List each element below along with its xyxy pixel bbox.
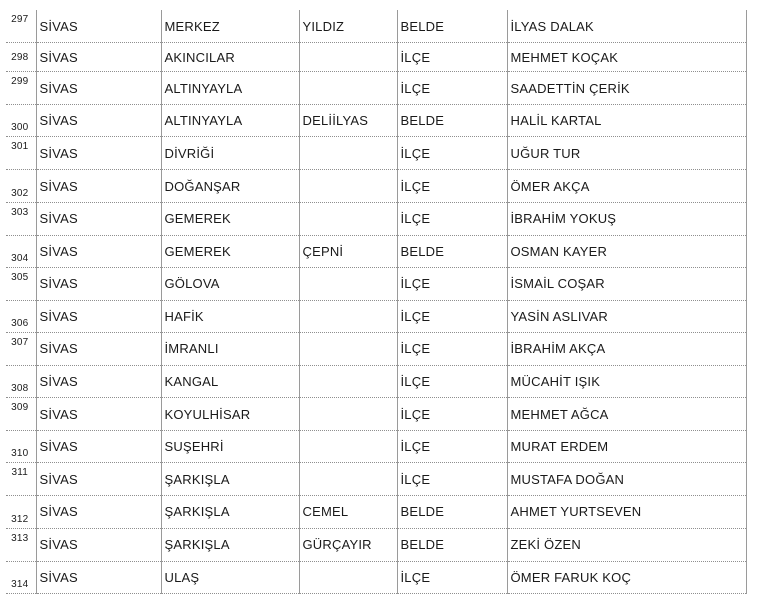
cell-name[interactable]: UĞUR TUR [507, 137, 746, 170]
cell-district[interactable]: KOYULHİSAR [161, 398, 299, 431]
cell-province[interactable]: SİVAS [36, 137, 161, 170]
cell-province[interactable]: SİVAS [36, 170, 161, 202]
table-row [6, 43, 746, 72]
table-row [6, 235, 746, 267]
row-number: 305 [6, 267, 36, 300]
cell-district[interactable]: ALTINYAYLA [161, 105, 299, 137]
cell-town[interactable]: YILDIZ [299, 10, 397, 43]
cell-name[interactable]: MÜCAHİT IŞIK [507, 366, 746, 398]
cell-town[interactable] [299, 366, 397, 398]
cell-type[interactable]: İLÇE [397, 561, 507, 593]
cell-town[interactable] [299, 561, 397, 593]
cell-province[interactable]: SİVAS [36, 431, 161, 463]
cell-name[interactable]: İSMAİL COŞAR [507, 267, 746, 300]
cell-province[interactable]: SİVAS [36, 463, 161, 496]
cell-district[interactable]: ULAŞ [161, 561, 299, 593]
cell-province[interactable]: SİVAS [36, 202, 161, 235]
cell-town[interactable] [299, 137, 397, 170]
cell-town[interactable] [299, 170, 397, 202]
row-number: 300 [6, 105, 36, 137]
cell-type[interactable]: İLÇE [397, 463, 507, 496]
cell-district[interactable]: ŞARKIŞLA [161, 528, 299, 561]
cell-name[interactable]: MEHMET AĞCA [507, 398, 746, 431]
row-number: 313 [6, 528, 36, 561]
row-number: 299 [6, 72, 36, 105]
row-number: 302 [6, 170, 36, 202]
cell-town[interactable] [299, 332, 397, 365]
table-row [6, 267, 746, 300]
cell-town[interactable] [299, 202, 397, 235]
table-row [6, 202, 746, 235]
cell-type[interactable]: İLÇE [397, 300, 507, 332]
cell-type[interactable]: İLÇE [397, 202, 507, 235]
cell-town[interactable] [299, 398, 397, 431]
cell-district[interactable]: İMRANLI [161, 332, 299, 365]
table-row [6, 105, 746, 137]
table-row [6, 300, 746, 332]
cell-province[interactable]: SİVAS [36, 105, 161, 137]
cell-district[interactable]: GÖLOVA [161, 267, 299, 300]
cell-town[interactable]: ÇEPNİ [299, 235, 397, 267]
cell-name[interactable]: YASİN ASLIVAR [507, 300, 746, 332]
row-number: 307 [6, 332, 36, 365]
cell-district[interactable]: KANGAL [161, 366, 299, 398]
cell-town[interactable] [299, 43, 397, 72]
cell-type[interactable]: İLÇE [397, 72, 507, 105]
cell-province[interactable]: SİVAS [36, 10, 161, 43]
cell-town[interactable]: DELİİLYAS [299, 105, 397, 137]
cell-type[interactable]: BELDE [397, 235, 507, 267]
cell-town[interactable] [299, 267, 397, 300]
cell-province[interactable]: SİVAS [36, 300, 161, 332]
cell-town[interactable] [299, 300, 397, 332]
cell-district[interactable]: ALTINYAYLA [161, 72, 299, 105]
row-number: 308 [6, 366, 36, 398]
cell-type[interactable]: İLÇE [397, 170, 507, 202]
table-row [6, 72, 746, 105]
cell-town[interactable]: CEMEL [299, 496, 397, 528]
table-row [6, 170, 746, 202]
cell-type[interactable]: İLÇE [397, 366, 507, 398]
table-row [6, 463, 746, 496]
row-number: 298 [6, 43, 36, 72]
cell-district[interactable]: GEMEREK [161, 235, 299, 267]
cell-name[interactable]: İLYAS DALAK [507, 10, 746, 43]
cell-type[interactable]: İLÇE [397, 43, 507, 72]
cell-name[interactable]: AHMET YURTSEVEN [507, 496, 746, 528]
cell-district[interactable]: GEMEREK [161, 202, 299, 235]
row-number: 310 [6, 431, 36, 463]
cell-type[interactable]: İLÇE [397, 398, 507, 431]
cell-type[interactable]: İLÇE [397, 267, 507, 300]
cell-town[interactable] [299, 463, 397, 496]
cell-town[interactable] [299, 431, 397, 463]
cell-province[interactable]: SİVAS [36, 528, 161, 561]
cell-type[interactable]: BELDE [397, 528, 507, 561]
table-row [6, 561, 746, 593]
cell-type[interactable]: İLÇE [397, 332, 507, 365]
cell-type[interactable]: İLÇE [397, 137, 507, 170]
table-row [6, 137, 746, 170]
cell-province[interactable]: SİVAS [36, 398, 161, 431]
table-row [6, 496, 746, 528]
mayor-list-table [6, 10, 747, 594]
cell-type[interactable]: BELDE [397, 496, 507, 528]
cell-province[interactable]: SİVAS [36, 496, 161, 528]
table-row [6, 366, 746, 398]
cell-province[interactable]: SİVAS [36, 267, 161, 300]
cell-province[interactable]: SİVAS [36, 366, 161, 398]
cell-district[interactable]: DOĞANŞAR [161, 170, 299, 202]
cell-town[interactable] [299, 72, 397, 105]
cell-name[interactable]: ÖMER AKÇA [507, 170, 746, 202]
row-number: 303 [6, 202, 36, 235]
row-number: 301 [6, 137, 36, 170]
cell-province[interactable]: SİVAS [36, 72, 161, 105]
cell-name[interactable]: MUSTAFA DOĞAN [507, 463, 746, 496]
cell-type[interactable]: BELDE [397, 105, 507, 137]
cell-name[interactable]: İBRAHİM AKÇA [507, 332, 746, 365]
cell-district[interactable]: HAFİK [161, 300, 299, 332]
table-row [6, 10, 746, 43]
row-number: 314 [6, 561, 36, 593]
cell-province[interactable]: SİVAS [36, 332, 161, 365]
cell-name[interactable]: MEHMET KOÇAK [507, 43, 746, 72]
table-row [6, 398, 746, 431]
row-number: 309 [6, 398, 36, 431]
cell-name[interactable]: İBRAHİM YOKUŞ [507, 202, 746, 235]
cell-name[interactable]: ÖMER FARUK KOÇ [507, 561, 746, 593]
cell-province[interactable]: SİVAS [36, 43, 161, 72]
cell-district[interactable]: ŞARKIŞLA [161, 496, 299, 528]
cell-district[interactable]: AKINCILAR [161, 43, 299, 72]
cell-type[interactable]: İLÇE [397, 431, 507, 463]
cell-name[interactable]: SAADETTİN ÇERİK [507, 72, 746, 105]
row-number: 297 [6, 10, 36, 43]
cell-district[interactable]: SUŞEHRİ [161, 431, 299, 463]
cell-province[interactable]: SİVAS [36, 235, 161, 267]
cell-district[interactable]: ŞARKIŞLA [161, 463, 299, 496]
row-number: 304 [6, 235, 36, 267]
row-number: 311 [6, 463, 36, 496]
cell-name[interactable]: ZEKİ ÖZEN [507, 528, 746, 561]
cell-type[interactable]: BELDE [397, 10, 507, 43]
row-number: 306 [6, 300, 36, 332]
cell-province[interactable]: SİVAS [36, 561, 161, 593]
table-body [6, 10, 746, 593]
cell-town[interactable]: GÜRÇAYIR [299, 528, 397, 561]
cell-name[interactable]: HALİL KARTAL [507, 105, 746, 137]
cell-name[interactable]: OSMAN KAYER [507, 235, 746, 267]
row-number: 312 [6, 496, 36, 528]
table-row [6, 332, 746, 365]
cell-district[interactable]: MERKEZ [161, 10, 299, 43]
cell-name[interactable]: MURAT ERDEM [507, 431, 746, 463]
cell-district[interactable]: DİVRİĞİ [161, 137, 299, 170]
table-row [6, 431, 746, 463]
